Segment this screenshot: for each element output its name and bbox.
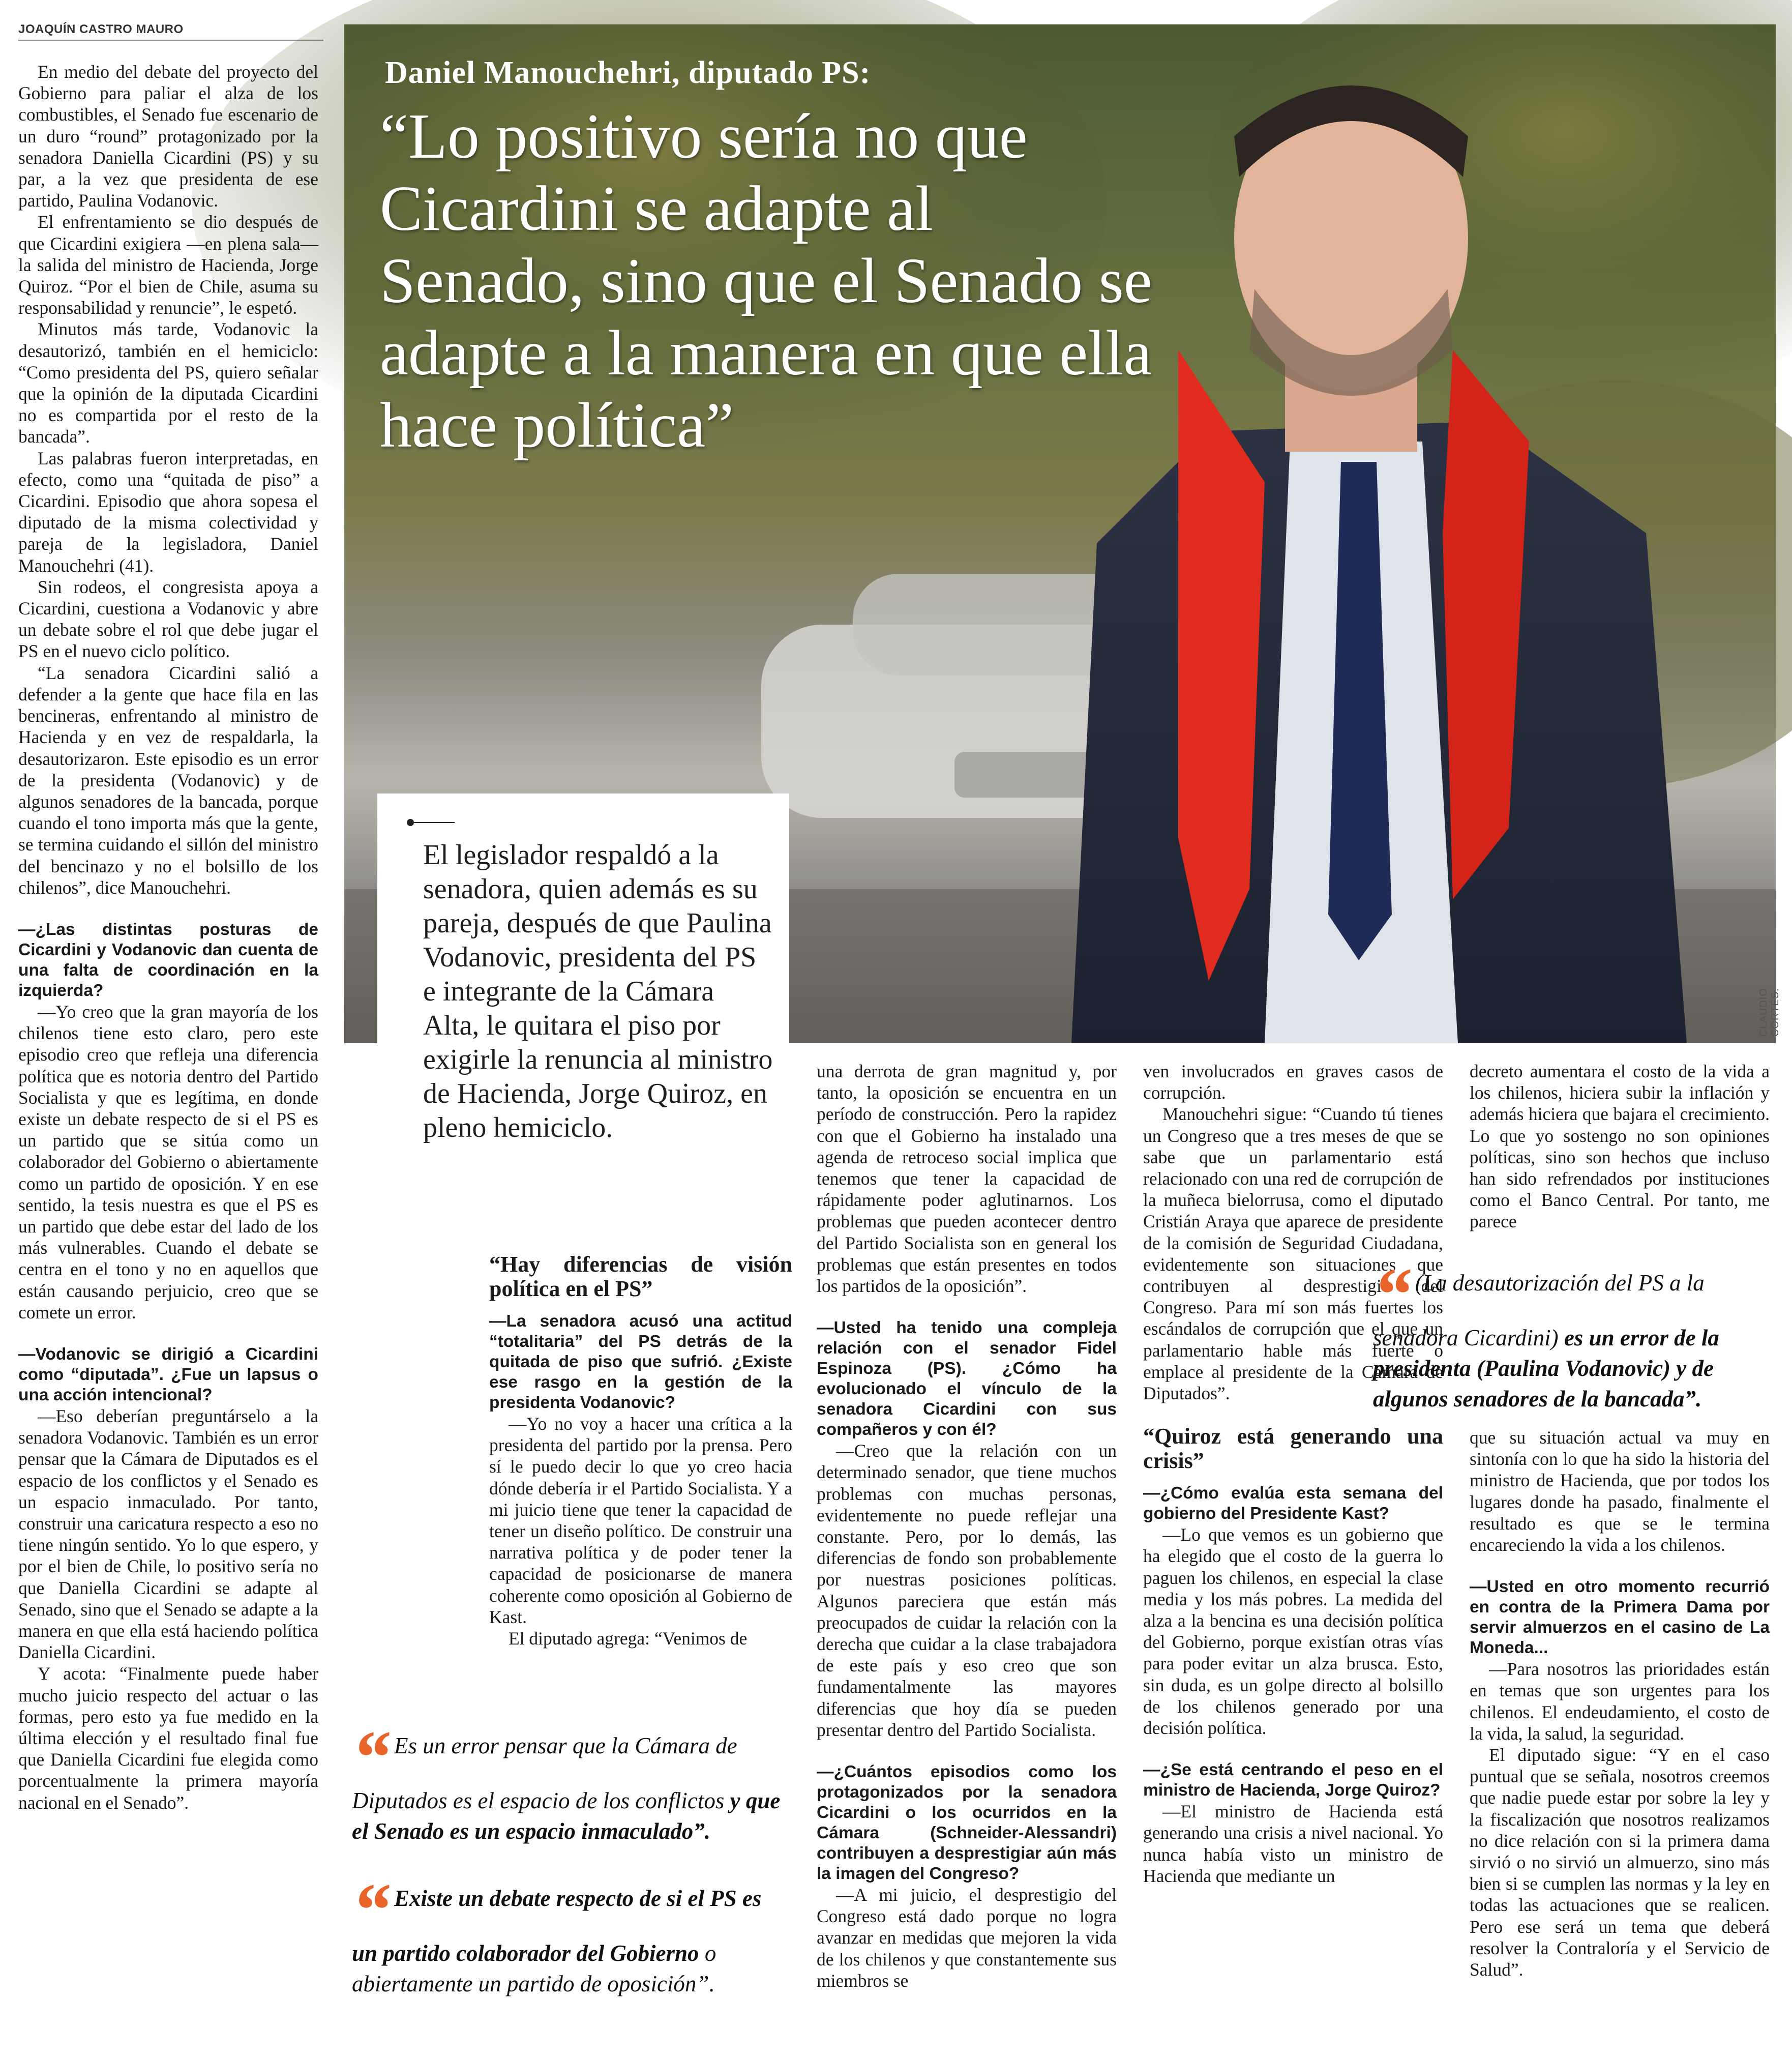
column-1 <box>18 61 318 1813</box>
question: —Usted ha tenido una compleja relación con el senador Fidel Espinoza (PS). ¿Cómo ha evolucionado el vínculo de la senadora Cicardini con sus compañeros y con él? <box>817 1318 1117 1439</box>
subhead: “Hay diferencias de visión política en el PS” <box>489 1252 792 1301</box>
paragraph: Y acota: “Finalmente puede haber mucho juicio respecto del actuar o las formas, pero esto ya fue medido en la última elección y el resultado final fue que Daniella Cicardini fue elegida como porcentualmente la primera mayoría nacional en el Senado”. <box>18 1663 318 1813</box>
column-3 <box>817 1061 1117 1991</box>
lead-box <box>377 794 789 1241</box>
pull-quote-text: Es un error pensar que la Cámara de Diputados es el espacio de los conflictos <box>352 1733 737 1813</box>
question: —Usted en otro momento recurrió en contra de la Primera Dama por servir almuerzos en el casino de La Moneda... <box>1470 1577 1770 1658</box>
bullet-dot <box>407 819 414 826</box>
paragraph: El enfrentamiento se dio después de que Cicardini exigiera —en plena sala— la salida del ministro de Hacienda, Jorge Quiroz. “Por el bien de Chile, asuma su responsabilidad y renuncie”, le espetó. <box>18 212 318 318</box>
quote-mark-icon: “ <box>352 1715 390 1800</box>
answer: —Creo que la relación con un determinado senador, que tiene muchos problemas con muchas personas, evidentemente no puede reflejar una constante. Pero, por lo demás, las diferencias de fondo son probablemente por nuestras posiciones políticas. Algunos pareciera que están más preocupados de cuidar la relación con la derecha que cuidar a la clase trabajadora de este país y eso creo que son fundamentalmente las mayores diferencias que hoy día se pueden presentar dentro del Partido Socialista. <box>817 1441 1117 1740</box>
paragraph: “La senadora Cicardini salió a defender a la gente que hace fila en las bencineras, enfrentando al ministro de Hacienda y en vez de respaldarla, la desautorizaron. Este episodio es un error de la presidenta (Vodanovic) y de algunos senadores de la bancada, porque cuando el tono importa más que la gente, se termina cuidando el sillón del ministro del bencinazo y no el bolsillo de los chilenos”, dice Manouchehri. <box>18 662 318 898</box>
answer: ven involucrados en graves casos de corrupción. <box>1143 1061 1443 1103</box>
paragraph: Manouchehri sigue: “Cuando tú tienes un Congreso que a tres meses de que se sabe que un parlamentario está relacionado con una red de corrupción de la muñeca bielorrusa, como el diputado Cristián Araya que aparece de presidente de la comisión de Seguridad Ciudadana, evidentemente son situaciones que contribuyen al desprestigio del Congreso. Para mí son más fuertes los escándalos de corrupción que el que un parlamentario hable más fuerte o emplace al presidente de la Cámara de Diputados”. <box>1143 1104 1443 1404</box>
quote-mark-icon: “ <box>1373 1252 1411 1337</box>
question: —¿Cuántos episodios como los protagonizados por la senadora Cicardini o los ocurridos en la Cámara (Schneider-Alessandri) contribuyen a desprestigiar aún más la imagen del Congreso? <box>817 1762 1117 1884</box>
pull-quote-2 <box>352 1868 789 1999</box>
answer: una derrota de gran magnitud y, por tanto, la oposición se encuentra en un período de construcción. Pero la rapidez con que el Gobierno ha instalado una agenda de retroceso social implica que tenemos que tener la capacidad de rápidamente poder aglutinarnos. Los problemas que pueden acontecer dentro del Partido Socialista son en general los problemas que están presentes en todos los partidos de la oposición”. <box>817 1061 1117 1297</box>
question: —¿Cómo evalúa esta semana del gobierno del Presidente Kast? <box>1143 1484 1443 1523</box>
answer: —A mi juicio, el desprestigio del Congreso está dado porque no logra avanzar en medidas que mejoren la vida de los chilenos y que constantemente sus miembros se <box>817 1885 1117 1991</box>
pull-quote-1 <box>352 1715 789 1846</box>
answer: decreto aumentara el costo de la vida a los chilenos, hiciera subir la inflación y además hiciera que bajara el crecimiento. Lo que yo sostengo no son opiniones políticas, sino son hechos que incluso han sido refrendados por instituciones como el Banco Central. Por tanto, me parece <box>1470 1061 1770 1232</box>
pull-quote-text: (La desautorización del PS a la senadora Cicardini) <box>1373 1270 1705 1350</box>
column-2 <box>489 1252 792 1649</box>
quote-mark-icon: “ <box>352 1868 390 1952</box>
pull-quote-3 <box>1373 1252 1775 1414</box>
subhead: “Quiroz está generando una crisis” <box>1143 1424 1443 1474</box>
pull-quote-text: o abiertamente un partido de oposición”. <box>352 1941 716 1996</box>
question: —¿Se está centrando el peso en el ministro de Hacienda, Jorge Quiroz? <box>1143 1760 1443 1800</box>
headline: “Lo positivo sería no que Cicardini se adapte al Senado, sino que el Senado se adapte a la manera en que ella hace política” <box>380 101 1152 461</box>
column-5 <box>1470 1061 1770 1232</box>
paragraph: El diputado agrega: “Venimos de <box>509 1628 748 1649</box>
kicker: Daniel Manouchehri, diputado PS: <box>385 55 871 90</box>
answer: —El ministro de Hacienda está generando una crisis a nivel nacional. Yo nunca había visto un ministro de Hacienda que mediante un <box>1143 1801 1443 1886</box>
paragraph: Minutos más tarde, Vodanovic la desautorizó, también en el hemiciclo: “Como presidenta del PS, quiero señalar que la opinión de la diputada Cicardini no es compartida por el resto de la bancada”. <box>18 319 318 447</box>
column-4 <box>1143 1061 1443 1887</box>
answer: —Lo que vemos es un gobierno que ha elegido que el costo de la guerra lo paguen los chilenos, en especial la clase media y los más pobres. La medida del alza a la bencina es una decisión política del Gobierno, porque existían otras vías para poder evitar un alza brusca. Esto, sin duda, es un golpe directo al bolsillo de los chilenos generado por una decisión política. <box>1143 1524 1443 1739</box>
bullet-line <box>414 822 455 823</box>
question: —La senadora acusó una actitud “totalitaria” del PS detrás de la quitada de piso que sufrió. ¿Existe ese rasgo en la gestión de la presidenta Vodanovic? <box>489 1312 792 1412</box>
answer: —Para nosotros las prioridades están en temas que son urgentes para los chilenos. El endeudamiento, el costo de la vida, la salud, la seguridad. <box>1470 1659 1770 1744</box>
pull-quote-bold: y que el Senado es un espacio inmaculado”. <box>352 1788 781 1844</box>
answer: —Yo creo que la gran mayoría de los chilenos tiene esto claro, pero este episodio creo que refleja una diferencia política que es notoria dentro del Partido Socialista y que es legítima, en donde existe un debate respecto de si el PS es un partido que se sitúa como un colaborador del Gobierno o abiertamente como un partido de oposición. Y en ese sentido, la tesis nuestra es que el PS es un partido que debe estar del lado de los más vulnerables. Cuando el debate se centra en el tono y no en aquellos que están causando perjuicio, creo que se comete un error. <box>18 1001 318 1323</box>
column-5-continued <box>1470 1427 1770 1980</box>
question: —Vodanovic se dirigió a Cicardini como “diputada”. ¿Fue un lapsus o una acción intencional? <box>18 1344 318 1404</box>
question: —¿Las distintas posturas de Cicardini y Vodanovic dan cuenta de una falta de coordinación en la izquierda? <box>18 920 318 1000</box>
paragraph: Las palabras fueron interpretadas, en efecto, como una “quitada de piso” a Cicardini. Episodio que ahora sopesa el diputado de la misma colectividad y pareja de la legisladora, Daniel Manouchehri (41). <box>18 448 318 576</box>
byline: JOAQUÍN CASTRO MAURO <box>18 22 184 36</box>
pull-quote-bold: es un error de la presidenta (Paulina Vodanovic) y de algunos senadores de la bancada”. <box>1373 1325 1719 1412</box>
paragraph: El diputado sigue: “Y en el caso puntual que se señala, nosotros creemos que nadie puede estar por sobre la ley y la fiscalización que nosotros realizamos no dice relación con si la primera dama sirvió o no sirvió un almuerzo, sino más bien si se cumplen las normas y la ley en todas las actuaciones que se realicen. Pero ese será un tema que deberá resolver la Contraloría y el Servicio de Salud”. <box>1470 1745 1770 1980</box>
lead-text: El legislador respaldó a la senadora, quien además es su pareja, después de que Paulina Vodanovic, presidenta del PS e integrante de la Cámara Alta, le quitara el piso por exigirle la renuncia al ministro de Hacienda, Jorge Quiroz, en pleno hemiciclo. <box>423 839 773 1143</box>
answer: que su situación actual va muy en sintonía con lo que ha sido la historia del ministro de Hacienda, que por todos los lugares donde ha pasado, finalmente el resultado es que se le termina encareciendo la vida a los chilenos. <box>1470 1427 1770 1555</box>
answer: —Yo no voy a hacer una crítica a la presidenta del partido por la prensa. Pero sí le puedo decir lo que yo creo hacia dónde debería ir el Partido Socialista. Y a mi juicio tiene que tener la capacidad de tener un diseño político. De construir una narrativa política y de poder tener la capacidad de posicionarse de manera coherente como oposición al Gobierno de Kast. <box>489 1414 792 1627</box>
answer: —Eso deberían preguntárselo a la senadora Vodanovic. También es un error pensar que la Cámara de Diputados es el espacio de los conflictos y el Senado es un espacio inmaculado. Por tanto, construir una caricatura respecto a eso no tiene ningún sentido. Yo lo que espero, y por el bien de Chile, lo positivo sería no que Daniella Cicardini se adapte al Senado, sino que el Senado se adapte a la manera en que ella está haciendo política Daniella Cicardini. <box>18 1405 318 1663</box>
paragraph: Sin rodeos, el congresista apoya a Cicardini, cuestiona a Vodanovic y abre un debate sobre el rol que debe jugar el PS en el nuevo ciclo político. <box>18 576 318 662</box>
photo-credit: CLAUDIO CORTÉS. <box>1758 988 1781 1037</box>
paragraph: En medio del debate del proyecto del Gobierno para paliar el alza de los combustibles, el Senado fue escenario de un duro “round” protagonizado por la senadora Daniella Cicardini (PS) y su par, a la vez que presidenta de ese partido, Paulina Vodanovic. <box>18 62 318 211</box>
byline-rule <box>18 40 323 41</box>
pull-quote-bold: Existe un debate respecto de si el PS es un partido colaborador del Gobierno <box>352 1886 762 1966</box>
